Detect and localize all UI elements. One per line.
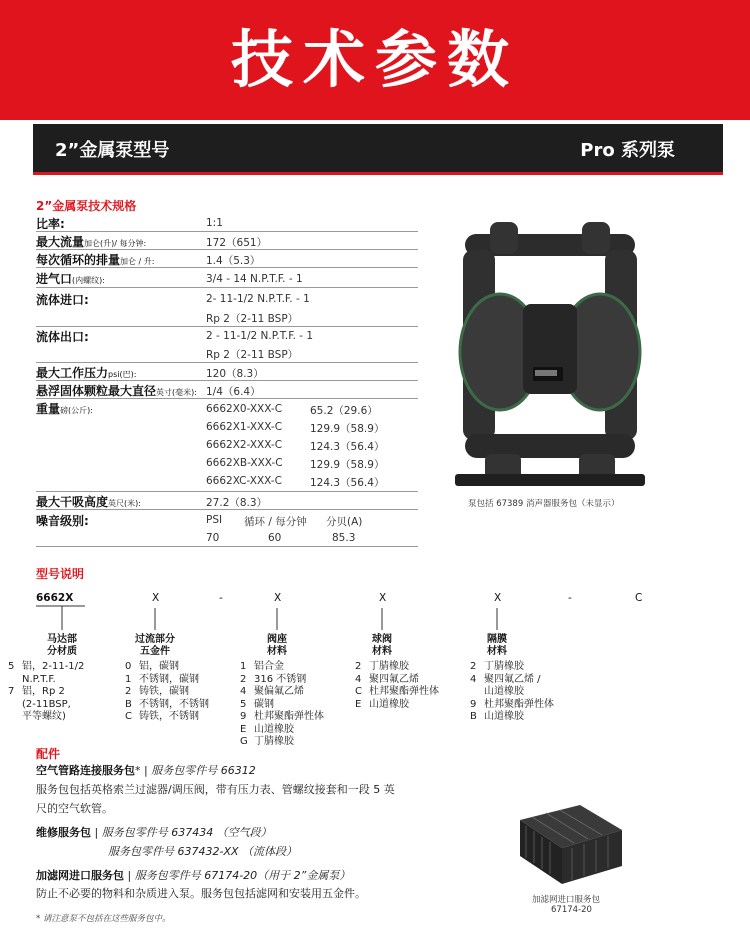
repair-kit-title: 维修服务包	[36, 826, 91, 839]
group-header-diaphragm	[470, 634, 524, 658]
option-code: E	[355, 698, 362, 710]
model-code-x: X	[379, 592, 387, 604]
option-label: 不锈钢，不锈钢	[139, 698, 209, 710]
option-item	[240, 674, 324, 687]
option-item	[355, 686, 439, 699]
spec-row-displacement	[36, 250, 418, 268]
noise-psi-value: 70	[206, 532, 220, 544]
option-label: N.P.T.F.	[22, 673, 56, 685]
spec-row-fluid-outlet	[36, 327, 418, 363]
option-label: 山道橡胶	[254, 723, 294, 735]
title-banner	[0, 0, 750, 120]
option-label: (2-11BSP,	[22, 698, 71, 710]
option-label: 不锈钢，碳钢	[139, 673, 199, 685]
option-item	[355, 699, 439, 712]
group-header-diaphragm-line2: 材料	[487, 646, 507, 657]
repair-kit-sep: |	[91, 826, 102, 839]
model-section-title: 型号说明	[36, 567, 85, 581]
weight-model: 6662X0-XXX-C	[206, 403, 283, 415]
option-item	[470, 686, 554, 699]
option-label: 平等螺纹)	[22, 711, 66, 722]
model-code-dash: -	[568, 592, 572, 604]
option-item	[470, 699, 554, 712]
option-item	[125, 674, 209, 687]
spec-row-weight	[36, 399, 418, 492]
option-code: G	[240, 736, 248, 747]
option-item	[240, 661, 324, 674]
group-header-motor-line1: 马达部	[47, 634, 77, 645]
option-item	[125, 686, 209, 699]
weight-model: 6662X1-XXX-C	[206, 421, 283, 433]
spec-value: 1/4（6.4）	[206, 386, 261, 398]
spec-label: 流体出口:	[36, 330, 89, 344]
group-header-wetted	[120, 634, 190, 658]
option-label: 316 不锈钢	[254, 673, 307, 685]
option-item	[240, 686, 324, 699]
weight-value: 124.3（56.4）	[310, 477, 385, 489]
option-item	[240, 699, 324, 712]
spec-label: 重量磅(公斤):	[36, 402, 93, 416]
filter-kit-image	[510, 800, 628, 890]
option-code: 2	[125, 686, 132, 697]
option-item	[240, 736, 324, 749]
option-item	[470, 711, 554, 724]
noise-col-psi: PSI	[206, 514, 223, 526]
option-code: 5	[8, 661, 15, 672]
air-kit-line	[36, 761, 256, 780]
option-label: 铝合金	[254, 661, 284, 672]
option-item	[8, 699, 84, 712]
option-code: 4	[240, 686, 247, 697]
option-label: 铝，碳钢	[139, 661, 179, 672]
group-header-seat	[250, 634, 304, 658]
air-kit-part: 服务包零件号 66312	[151, 764, 256, 777]
weight-model: 6662XC-XXX-C	[206, 475, 282, 487]
weight-value: 129.9（58.9）	[310, 459, 385, 471]
model-code-x: X	[274, 592, 282, 604]
group-header-ball-line1: 球阀	[372, 634, 392, 645]
spec-label: 噪音级别:	[36, 514, 89, 528]
option-code: 9	[470, 698, 477, 710]
option-item	[8, 711, 84, 724]
option-label: 山道橡胶	[484, 686, 524, 697]
spec-value: 1.4（5.3）	[206, 255, 261, 267]
air-kit-mark: * |	[135, 764, 152, 777]
spec-label: 进气口(内螺纹):	[36, 272, 105, 286]
spec-row-air-inlet	[36, 268, 418, 288]
option-label: 铝，2-11-1/2	[22, 661, 85, 672]
options-seat	[240, 661, 324, 749]
spec-row-ratio	[36, 214, 418, 232]
option-code: 1	[125, 673, 132, 685]
spec-row-fluid-inlet	[36, 288, 418, 327]
repair-kit-part-air: 服务包零件号 637434 （空气段）	[101, 826, 272, 839]
weight-value: 65.2（29.6）	[310, 405, 378, 417]
spec-value: Rp 2（2-11 BSP）	[206, 313, 299, 325]
option-label: 杜邦聚酯弹性体	[369, 686, 439, 697]
air-kit-desc-cont: 尺的空气软管。	[36, 802, 113, 815]
pump-image	[455, 222, 645, 494]
option-code: E	[240, 723, 247, 735]
weight-value: 129.9（58.9）	[310, 423, 385, 435]
option-label: 丁腈橡胶	[254, 736, 294, 747]
section-header-bar	[33, 124, 723, 172]
option-code: C	[355, 686, 362, 697]
option-label: 杜邦聚酯弹性体	[254, 711, 324, 722]
option-item	[470, 674, 554, 687]
spec-row-max-flow	[36, 232, 418, 250]
spec-value: 120（8.3）	[206, 368, 264, 380]
option-code: 1	[240, 661, 247, 672]
spec-value: 1:1	[206, 217, 223, 229]
option-code: B	[125, 698, 132, 710]
option-label: 聚偏氟乙烯	[254, 686, 304, 697]
spec-label: 每次循环的排量加仑 / 升:	[36, 253, 155, 267]
group-header-wetted-line2: 五金件	[140, 646, 170, 657]
spec-value: 172（651）	[206, 237, 268, 249]
option-item	[470, 661, 554, 674]
option-code: 9	[240, 711, 247, 722]
air-kit-desc: 服务包包括英格索兰过滤器/调压阀，带有压力表、管螺纹接套和一段 5 英	[36, 783, 395, 796]
spec-value: 2- 11-1/2 N.P.T.F. - 1	[206, 293, 310, 305]
model-code-x: X	[152, 592, 160, 604]
spec-label: 最大流量加仑(升)/ 每分钟:	[36, 235, 147, 249]
option-label: 丁腈橡胶	[369, 661, 409, 672]
option-label: 山道橡胶	[484, 711, 524, 722]
spec-row-noise	[36, 510, 418, 547]
options-wetted	[125, 661, 209, 724]
noise-col-cycles: 循环 / 每分钟	[244, 516, 307, 528]
header-right-title: Pro 系列泵	[580, 140, 675, 161]
spec-label: 流体进口:	[36, 293, 89, 307]
specs-section-title: 2”金属泵技术规格	[36, 199, 137, 213]
spec-value: 2 - 11-1/2 N.P.T.F. - 1	[206, 330, 314, 342]
model-code-suffix: C	[635, 592, 643, 604]
group-header-motor-line2: 分材质	[47, 646, 77, 657]
option-label: 聚四氟乙烯	[369, 673, 419, 685]
group-header-diaphragm-line1: 隔膜	[487, 634, 507, 645]
spec-value: 3/4 - 14 N.P.T.F. - 1	[206, 273, 303, 285]
accessories-section-title: 配件	[36, 747, 61, 761]
option-code: 4	[470, 673, 477, 685]
spec-value: 27.2（8.3）	[206, 497, 268, 509]
options-diaphragm	[470, 661, 554, 724]
group-header-seat-line1: 阀座	[267, 634, 287, 645]
spec-label: 比率:	[36, 217, 65, 231]
option-code: B	[470, 711, 477, 722]
option-item	[240, 711, 324, 724]
pump-caption: 泵包括 67389 消声器服务包（未显示）	[468, 499, 620, 509]
option-code: 4	[355, 673, 362, 685]
spec-row-max-solids	[36, 381, 418, 399]
option-item	[8, 661, 84, 674]
option-label: 聚四氟乙烯 /	[484, 673, 541, 685]
group-header-seat-line2: 材料	[267, 646, 287, 657]
option-item	[125, 699, 209, 712]
option-label: 铝，Rp 2	[22, 686, 65, 697]
spec-label: 悬浮固体颗粒最大直径英寸(毫米):	[36, 384, 197, 398]
weight-value: 124.3（56.4）	[310, 441, 385, 453]
model-code-connectors	[0, 604, 750, 634]
model-code-x: X	[494, 592, 502, 604]
option-label: 山道橡胶	[369, 698, 409, 710]
spec-label: 最大工作压力psi(巴):	[36, 366, 137, 380]
header-divider	[33, 172, 723, 175]
options-motor	[8, 661, 84, 724]
option-item	[8, 686, 84, 699]
filter-kit-part: 服务包零件号 67174-20（用于 2”金属泵）	[134, 869, 351, 882]
option-code: 0	[125, 661, 132, 672]
group-header-motor	[30, 634, 94, 658]
filter-kit-caption: 加滤网进口服务包	[532, 895, 601, 905]
option-item	[125, 661, 209, 674]
filter-kit-desc: 防止不必要的物料和杂质进入泵。服务包包括滤网和安装用五金件。	[36, 887, 366, 900]
spec-row-max-suction	[36, 492, 418, 510]
model-code-base: 6662X	[36, 592, 74, 604]
options-ball	[355, 661, 439, 711]
footnote: * 请注意泵不包括在这些服务包中。	[36, 914, 171, 924]
filter-kit-line	[36, 866, 350, 885]
spec-value: Rp 2（2-11 BSP）	[206, 349, 299, 361]
air-kit-title: 空气管路连接服务包	[36, 764, 135, 777]
option-label: 铸铁，不锈钢	[139, 711, 199, 722]
noise-col-db: 分贝(A)	[326, 516, 363, 528]
option-item	[8, 674, 84, 687]
noise-db-value: 85.3	[332, 532, 356, 544]
option-label: 碳钢	[254, 698, 274, 710]
option-item	[125, 711, 209, 724]
option-item	[240, 724, 324, 737]
spec-label: 最大干吸高度英尺(米):	[36, 495, 141, 509]
option-item	[355, 661, 439, 674]
filter-kit-sep: |	[124, 869, 135, 882]
option-label: 铸铁，碳钢	[139, 686, 189, 697]
option-code: 5	[240, 698, 247, 710]
group-header-ball	[355, 634, 409, 658]
option-code: 7	[8, 686, 15, 697]
option-label: 杜邦聚酯弹性体	[484, 698, 554, 710]
option-code: 2	[240, 673, 247, 685]
option-label: 丁腈橡胶	[484, 661, 524, 672]
option-code: 2	[355, 661, 362, 672]
weight-model: 6662XB-XXX-C	[206, 457, 283, 469]
group-header-ball-line2: 材料	[372, 646, 392, 657]
group-header-wetted-line1: 过流部分	[135, 634, 175, 645]
spec-row-max-pressure	[36, 363, 418, 381]
filter-kit-title: 加滤网进口服务包	[36, 869, 124, 882]
option-item	[355, 674, 439, 687]
header-left-title: 2”金属泵型号	[55, 140, 170, 161]
noise-cycles-value: 60	[268, 532, 282, 544]
filter-kit-caption-part: 67174-20	[551, 905, 592, 915]
repair-kit-line	[36, 823, 272, 842]
option-code: 2	[470, 661, 477, 672]
page-title: 技术参数	[230, 23, 519, 96]
weight-model: 6662X2-XXX-C	[206, 439, 283, 451]
model-code-dash: -	[219, 592, 223, 604]
repair-kit-part-fluid: 服务包零件号 637432-XX （流体段）	[108, 845, 298, 858]
option-code: C	[125, 711, 132, 722]
